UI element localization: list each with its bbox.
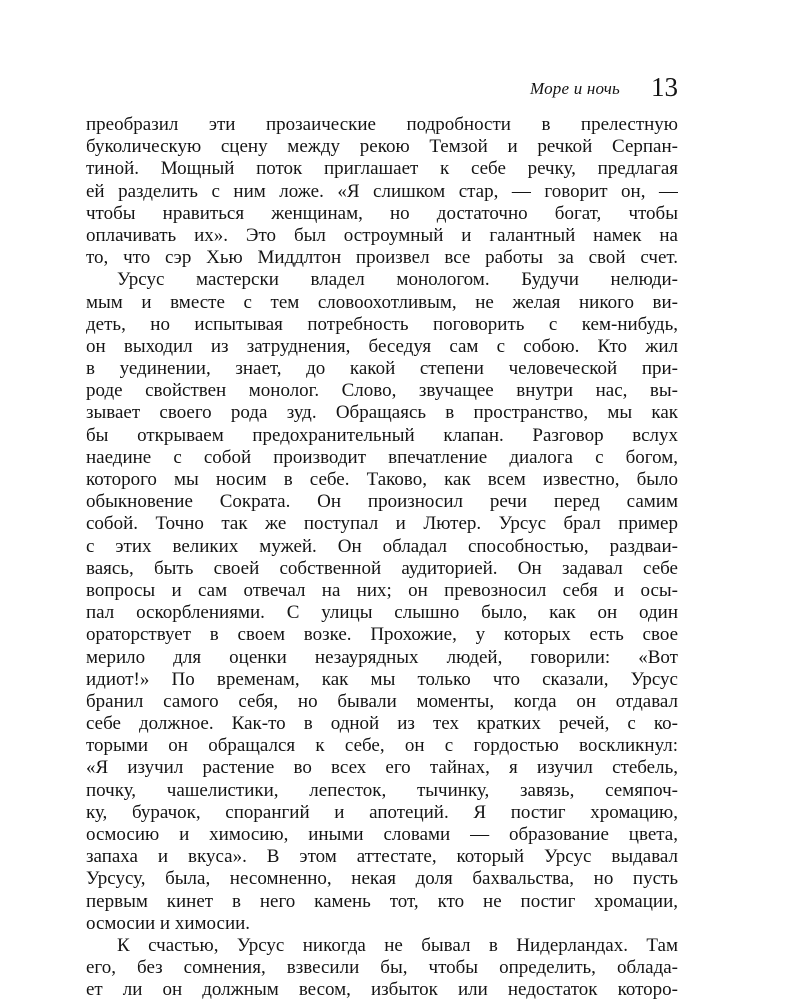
text-line: запаха и вкуса». В этом аттестате, который Урсус выдавал [86, 846, 678, 868]
text-line: его, без сомнения, взвесили бы, чтобы определить, облада- [86, 957, 678, 979]
text-line: с этих великих мужей. Он обладал способностью, раздваи- [86, 535, 678, 557]
text-line: первым кинет в него камень тот, кто не постиг хромации, [86, 890, 678, 912]
running-head [86, 72, 678, 102]
text-line: К счастью, Урсус никогда не бывал в Нидерландах. Там [117, 934, 678, 956]
text-line: оплачивать их». Это был остроумный и галантный намек на [86, 224, 678, 246]
paragraph-1 [86, 114, 678, 269]
text-line: наедине с собой производит впечатление диалога с богом, [86, 446, 678, 468]
text-line: ет ли он должным весом, избыток или недостаток которо- [86, 979, 678, 1001]
text-line: буколическую сцену между рекою Темзой и речкой Серпан- [86, 136, 678, 158]
text-line: ей разделить с ним ложе. «Я слишком стар, — говорит он, — [86, 180, 678, 202]
text-line: которого мы носим в себе. Таково, как всем известно, было [86, 469, 678, 490]
text-line: почку, чашелистики, лепесток, тычинку, завязь, семяпоч- [86, 779, 678, 801]
text-line: мерило для оценки незаурядных людей, говорили: «Вот [86, 646, 678, 668]
body-text [86, 114, 678, 1002]
text-line: то, что сэр Хью Миддлтон произвел все работы за свой счет. [86, 247, 678, 269]
text-line: Урсус мастерски владел монологом. Будучи нелюди- [117, 269, 678, 291]
text-line: мым и вместе с тем словоохотливым, не желая никого ви- [86, 291, 678, 313]
paragraph-2 [86, 269, 678, 935]
text-line: торыми он обращался к себе, он с гордостью воскликнул: [86, 735, 678, 757]
text-line: бы открываем предохранительный клапан. Разговор вслух [86, 424, 678, 446]
text-line: он выходил из затруднения, беседуя сам с собою. Кто жил [86, 335, 678, 357]
text-line: осмосии и химосии. [86, 912, 251, 934]
text-line: ораторствует в своем возке. Прохожие, у которых есть свое [86, 624, 678, 646]
text-line: себе должное. Как-то в одной из тех кратких речей, с ко- [86, 713, 678, 735]
text-line: Урсусу, была, несомненно, некая доля бахвальства, но пусть [86, 868, 678, 890]
text-line: ваясь, быть своей собственной аудиторией. Он задавал себе [86, 557, 678, 579]
text-line: пал оскорблениями. С улицы слышно было, как он один [86, 602, 678, 624]
text-line: деть, но испытывая потребность поговорить с кем-нибудь, [86, 313, 678, 335]
text-line: в уединении, знает, до какой степени человеческой при- [86, 358, 678, 380]
text-line: бранил самого себя, но бывали моменты, когда он отдавал [86, 690, 678, 712]
text-line: обыкновение Сократа. Он произносил речи перед самим [86, 491, 678, 513]
text-line: «Я изучил растение во всех его тайнах, я изучил стебель, [86, 757, 678, 779]
paragraph-3 [86, 935, 678, 1002]
text-line: чтобы нравиться женщинам, но достаточно богат, чтобы [86, 202, 678, 224]
text-line: тиной. Мощный поток приглашает к себе речку, предлагая [86, 158, 678, 180]
text-line: осмосию и химосию, иными словами — образование цвета, [86, 824, 678, 845]
text-line: зывает своего рода зуд. Обращаясь в пространство, мы как [86, 402, 678, 424]
page-number: 13 [651, 72, 678, 102]
text-line: ку, бурачок, спорангий и апотеций. Я постиг хромацию, [86, 801, 678, 823]
text-line: собой. Точно так же поступал и Лютер. Урсус брал пример [86, 513, 678, 535]
text-line: идиот!» По временам, как мы только что сказали, Урсус [86, 668, 678, 690]
text-line: преобразил эти прозаические подробности в прелестную [86, 114, 678, 135]
text-line: вопросы и сам отвечал на них; он превозносил себя и осы- [86, 579, 678, 601]
text-line: роде свойствен монолог. Слово, звучащее внутри нас, вы- [86, 380, 678, 402]
running-title: Море и ночь [529, 79, 620, 98]
